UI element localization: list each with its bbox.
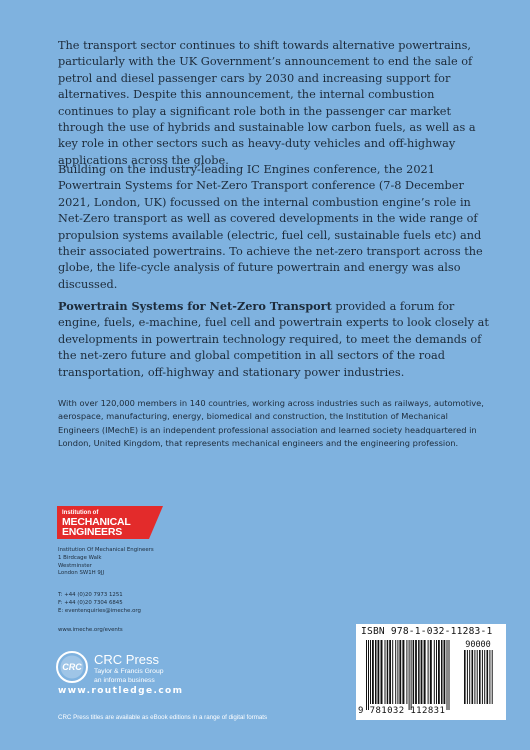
barcode-bar: [474, 650, 475, 704]
barcode-bar: [487, 650, 489, 704]
barcode-bar: [413, 640, 415, 704]
email: E: eventenquiries@imeche.org: [58, 607, 141, 614]
barcode-digits: 9 781032 112831: [358, 706, 446, 716]
barcode-bar: [381, 640, 383, 704]
address-line: London SW1H 9JJ: [58, 570, 105, 577]
blurb-paragraph-2: Building on the industry-leading IC Engines conference, the 2021 Powertrain Systems for Net-Zero Transport conference (7-8 December 2021, London, UK) focussed on the internal combustion engine’s role in Net-Zero transport as well as covered developments in the wide range of propulsion systems available (electric, fuel cell, sustainable fuels etc) and their associated powertrains. To achieve the net-zero transport across the globe, the life-cycle analysis of future powertrain and energy was also discussed.: [58, 163, 483, 291]
barcode-bar: [430, 640, 432, 704]
barcode-bar: [387, 640, 389, 704]
barcode-bar: [406, 640, 407, 704]
isbn-barcode: [356, 624, 506, 720]
barcode-bar: [482, 650, 483, 704]
contact-details: [58, 592, 141, 615]
barcode-bar: [409, 640, 410, 710]
barcode-bar: [415, 640, 417, 704]
barcode-bar: [370, 640, 371, 704]
imeche-logo: [57, 506, 163, 539]
events-website: www.imeche.org/events: [58, 627, 123, 633]
telephone: T: +44 (0)20 7973 1251: [58, 592, 123, 598]
logo-line-1: Institution of: [62, 510, 99, 516]
barcode-bar: [424, 640, 426, 704]
blurb-paragraph-1: The transport sector continues to shift towards alternative powertrains, particularly with the UK Government’s announcement to end the sale of petrol and diesel passenger cars by 2030 and increasing support for alternatives. Despite this announcement, the internal combustion continues to play a significant role both in the passenger car market through the use of hybrids and sustainable low carbon fuels, as well as a key role in other sectors such as heavy-duty vehicles and off-highway applications across the globe.: [58, 39, 476, 167]
barcode-bar: [434, 640, 435, 704]
about-imeche: With over 120,000 members in 140 countries, working across industries such as railways, automotive, aerospace, manufacturing, energy, biomedical and construction, the Institution of Mechanical Engineers (IMechE) is an independent professional association and learned society headquartered in London, United Kingdom, that represents mechanical engineers and the engineering profession.: [58, 398, 484, 449]
conference-title: Powertrain Systems for Net-Zero Transport: [58, 299, 332, 313]
barcode-bar: [479, 650, 481, 704]
barcode-bar: [411, 640, 412, 710]
barcode-bar: [449, 640, 450, 710]
barcode-bar: [385, 640, 386, 704]
barcode-bar: [472, 650, 474, 704]
crc-badge-text: CRC: [62, 662, 82, 672]
blurb-paragraph-3: [58, 298, 490, 381]
barcode-bar: [436, 640, 437, 704]
barcode-bar: [441, 640, 443, 704]
publisher-website: www.routledge.com: [58, 686, 184, 696]
barcode-bar: [389, 640, 391, 704]
barcode-bar: [469, 650, 470, 704]
barcode-bar: [444, 640, 446, 704]
barcode-bar: [447, 640, 448, 710]
blurb-paragraph-3-rest: provided a forum for engine, fuels, e-machine, fuel cell and powertrain experts to look closely at developments in powertrain technology required, to meet the demands of the net-zero future and global competition in all sectors of the road transportation, off-highway and stationary power industries.: [58, 300, 489, 379]
barcode-bar: [397, 640, 398, 704]
isbn-number: ISBN 978-1-032-11283-1: [361, 626, 493, 637]
logo-line-3: ENGINEERS: [62, 526, 123, 538]
barcode-bar: [372, 640, 374, 704]
barcode-bar: [492, 650, 493, 704]
publisher-group: Taylor & Francis Group: [94, 668, 164, 675]
barcode-bar: [464, 650, 466, 704]
barcode-bar: [438, 640, 440, 704]
fax: F: +44 (0)20 7304 6845: [58, 599, 123, 606]
crc-press-name: CRC Press: [94, 652, 160, 667]
barcode-bar: [375, 640, 377, 704]
crc-press-logo-icon: [56, 651, 88, 683]
barcode-bar: [368, 640, 369, 710]
address-line: 1 Birdcage Walk: [58, 554, 102, 561]
barcode-bar: [366, 640, 367, 710]
barcode-bar: [428, 640, 429, 704]
barcode-bar: [484, 650, 485, 704]
barcode-bar: [392, 640, 393, 704]
barcode-bar: [421, 640, 423, 704]
ebook-note: CRC Press titles are available as eBook editions in a range of digital formats: [58, 714, 268, 721]
postal-address: [58, 547, 154, 578]
addon-price-code: 90000: [465, 640, 491, 650]
publisher-tagline: an informa business: [94, 677, 155, 684]
barcode-bar: [418, 640, 420, 704]
barcode-bar: [399, 640, 401, 704]
barcode-bar: [467, 650, 468, 704]
address-line: Westminster: [58, 562, 92, 569]
barcode-bar: [402, 640, 404, 704]
barcode-bar: [489, 650, 490, 704]
barcode-bar: [378, 640, 380, 704]
logo-line-2: MECHANICAL: [62, 516, 131, 528]
barcode-bar: [395, 640, 396, 704]
barcode-bar: [477, 650, 478, 704]
address-line: Institution Of Mechanical Engineers: [58, 547, 154, 553]
